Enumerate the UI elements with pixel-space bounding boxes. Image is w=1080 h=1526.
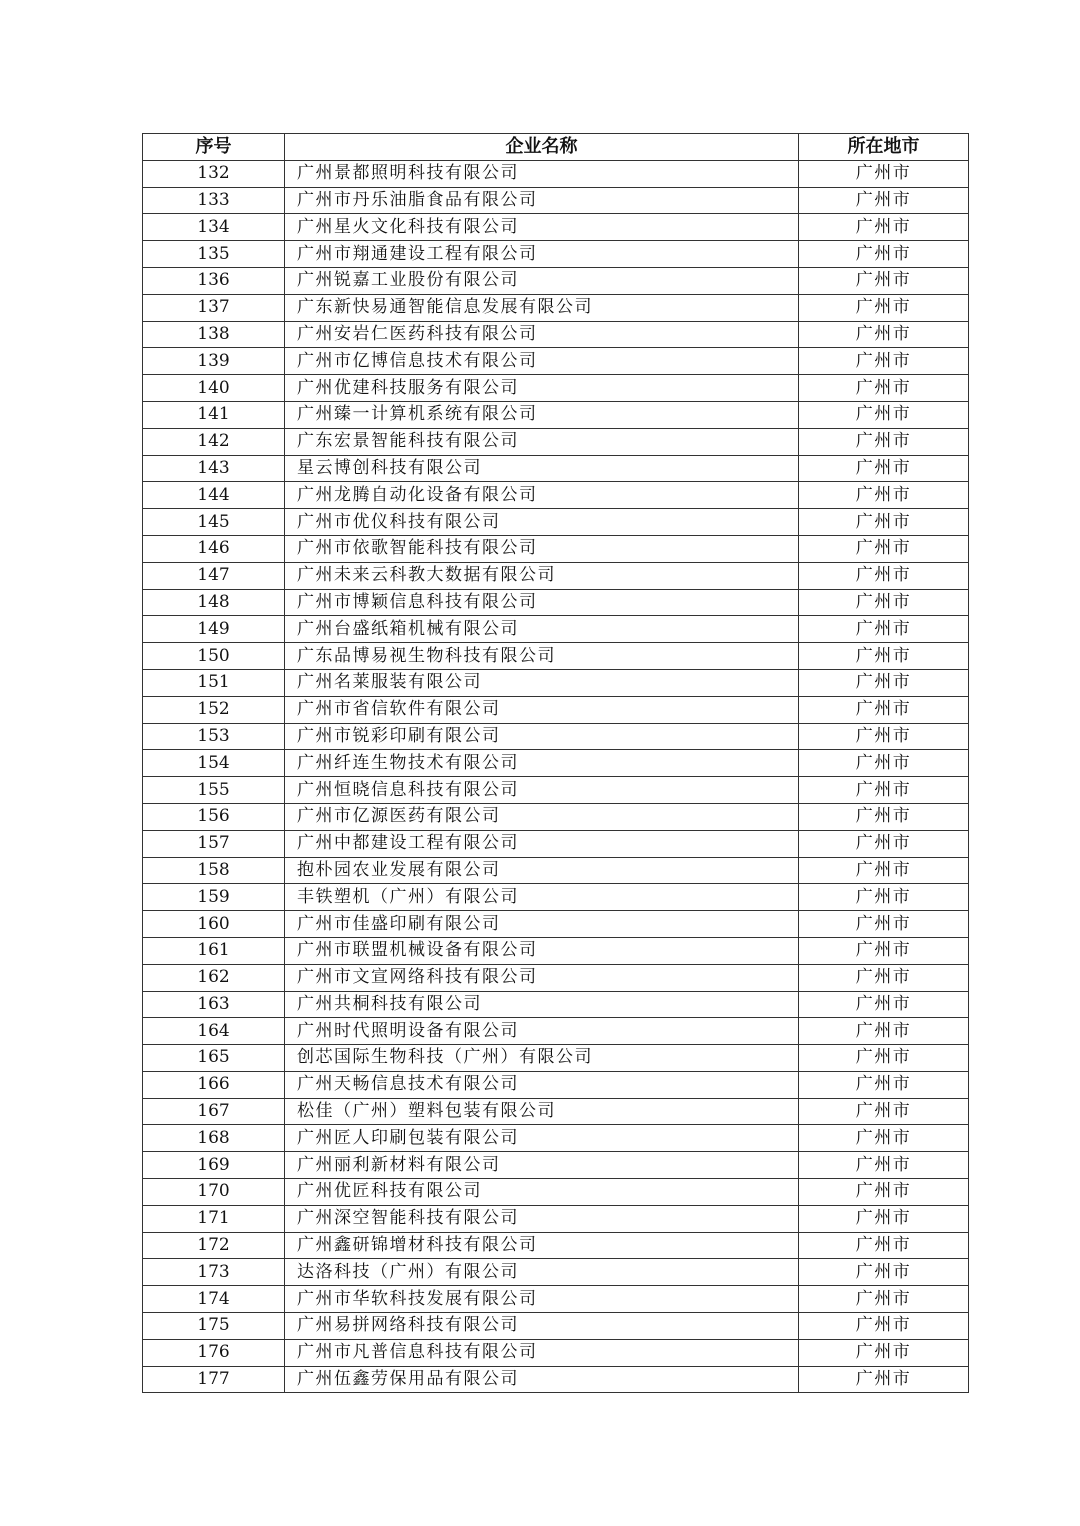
- city-cell: 广州市: [799, 294, 969, 321]
- table-header-row: [143, 134, 969, 161]
- table-row: [143, 348, 969, 375]
- serial-number-cell: 162: [143, 964, 285, 991]
- serial-number-cell: 157: [143, 830, 285, 857]
- table-row: [143, 1339, 969, 1366]
- company-name-cell: 松佳（广州）塑料包装有限公司: [285, 1098, 799, 1125]
- serial-number-cell: 139: [143, 348, 285, 375]
- table-row: [143, 1071, 969, 1098]
- serial-number-cell: 137: [143, 294, 285, 321]
- city-cell: 广州市: [799, 1125, 969, 1152]
- city-cell: 广州市: [799, 348, 969, 375]
- city-cell: 广州市: [799, 428, 969, 455]
- company-name-cell: 广州名莱服装有限公司: [285, 669, 799, 696]
- city-cell: 广州市: [799, 1098, 969, 1125]
- serial-number-cell: 150: [143, 643, 285, 670]
- company-name-cell: 广州臻一计算机系统有限公司: [285, 401, 799, 428]
- serial-number-cell: 168: [143, 1125, 285, 1152]
- table-row: [143, 1152, 969, 1179]
- city-cell: 广州市: [799, 535, 969, 562]
- company-name-cell: 广州市丹乐油脂食品有限公司: [285, 187, 799, 214]
- serial-number-cell: 177: [143, 1366, 285, 1393]
- company-name-cell: 广州时代照明设备有限公司: [285, 1018, 799, 1045]
- serial-number-cell: 176: [143, 1339, 285, 1366]
- city-cell: 广州市: [799, 1045, 969, 1072]
- company-name-cell: 广州市优仪科技有限公司: [285, 509, 799, 536]
- company-name-cell: 广州丽利新材料有限公司: [285, 1152, 799, 1179]
- city-cell: 广州市: [799, 1071, 969, 1098]
- city-cell: 广州市: [799, 1205, 969, 1232]
- table-row: [143, 1045, 969, 1072]
- table-row: [143, 1205, 969, 1232]
- company-name-cell: 广州锐嘉工业股份有限公司: [285, 267, 799, 294]
- city-cell: 广州市: [799, 375, 969, 402]
- city-cell: 广州市: [799, 643, 969, 670]
- header-city: 所在地市: [799, 134, 969, 161]
- company-name-cell: 广州市凡普信息科技有限公司: [285, 1339, 799, 1366]
- city-cell: 广州市: [799, 696, 969, 723]
- company-name-cell: 广州天畅信息技术有限公司: [285, 1071, 799, 1098]
- company-name-cell: 广州未来云科教大数据有限公司: [285, 562, 799, 589]
- serial-number-cell: 149: [143, 616, 285, 643]
- city-cell: 广州市: [799, 1339, 969, 1366]
- table-row: [143, 455, 969, 482]
- city-cell: 广州市: [799, 1152, 969, 1179]
- table-row: [143, 669, 969, 696]
- company-name-cell: 广州鑫研锦增材科技有限公司: [285, 1232, 799, 1259]
- company-name-cell: 丰铁塑机（广州）有限公司: [285, 884, 799, 911]
- table-row: [143, 160, 969, 187]
- city-cell: 广州市: [799, 669, 969, 696]
- serial-number-cell: 167: [143, 1098, 285, 1125]
- table-row: [143, 401, 969, 428]
- serial-number-cell: 164: [143, 1018, 285, 1045]
- table-row: [143, 616, 969, 643]
- serial-number-cell: 161: [143, 937, 285, 964]
- city-cell: 广州市: [799, 509, 969, 536]
- serial-number-cell: 142: [143, 428, 285, 455]
- company-name-cell: 广州龙腾自动化设备有限公司: [285, 482, 799, 509]
- company-name-cell: 广州星火文化科技有限公司: [285, 214, 799, 241]
- city-cell: 广州市: [799, 214, 969, 241]
- table-row: [143, 1286, 969, 1313]
- city-cell: 广州市: [799, 830, 969, 857]
- table-row: [143, 214, 969, 241]
- company-name-cell: 广东品博易视生物科技有限公司: [285, 643, 799, 670]
- table-row: [143, 723, 969, 750]
- table-row: [143, 187, 969, 214]
- city-cell: 广州市: [799, 1232, 969, 1259]
- company-name-cell: 广州市文宣网络科技有限公司: [285, 964, 799, 991]
- city-cell: 广州市: [799, 482, 969, 509]
- table-row: [143, 1125, 969, 1152]
- serial-number-cell: 151: [143, 669, 285, 696]
- company-name-cell: 广州安岩仁医药科技有限公司: [285, 321, 799, 348]
- serial-number-cell: 160: [143, 911, 285, 938]
- serial-number-cell: 159: [143, 884, 285, 911]
- serial-number-cell: 155: [143, 777, 285, 804]
- table-row: [143, 509, 969, 536]
- company-name-cell: 广州市亿博信息技术有限公司: [285, 348, 799, 375]
- serial-number-cell: 166: [143, 1071, 285, 1098]
- serial-number-cell: 174: [143, 1286, 285, 1313]
- serial-number-cell: 138: [143, 321, 285, 348]
- table-row: [143, 1232, 969, 1259]
- city-cell: 广州市: [799, 187, 969, 214]
- table-row: [143, 777, 969, 804]
- serial-number-cell: 170: [143, 1179, 285, 1206]
- serial-number-cell: 172: [143, 1232, 285, 1259]
- city-cell: 广州市: [799, 777, 969, 804]
- table-row: [143, 991, 969, 1018]
- company-name-cell: 广州共桐科技有限公司: [285, 991, 799, 1018]
- table-row: [143, 294, 969, 321]
- table-row: [143, 1366, 969, 1393]
- city-cell: 广州市: [799, 562, 969, 589]
- table-body: [143, 160, 969, 1393]
- serial-number-cell: 147: [143, 562, 285, 589]
- company-name-cell: 广州市亿源医药有限公司: [285, 803, 799, 830]
- serial-number-cell: 154: [143, 750, 285, 777]
- serial-number-cell: 132: [143, 160, 285, 187]
- serial-number-cell: 165: [143, 1045, 285, 1072]
- company-name-cell: 广州台盛纸箱机械有限公司: [285, 616, 799, 643]
- company-name-cell: 广州市华软科技发展有限公司: [285, 1286, 799, 1313]
- company-name-cell: 广州纤连生物技术有限公司: [285, 750, 799, 777]
- serial-number-cell: 146: [143, 535, 285, 562]
- company-name-cell: 广州易拼网络科技有限公司: [285, 1313, 799, 1340]
- serial-number-cell: 143: [143, 455, 285, 482]
- table-row: [143, 1179, 969, 1206]
- city-cell: 广州市: [799, 455, 969, 482]
- table-row: [143, 267, 969, 294]
- table-row: [143, 562, 969, 589]
- company-name-cell: 广州市联盟机械设备有限公司: [285, 937, 799, 964]
- city-cell: 广州市: [799, 1179, 969, 1206]
- table-row: [143, 1259, 969, 1286]
- table-row: [143, 964, 969, 991]
- serial-number-cell: 140: [143, 375, 285, 402]
- city-cell: 广州市: [799, 616, 969, 643]
- city-cell: 广州市: [799, 401, 969, 428]
- table-row: [143, 375, 969, 402]
- table-row: [143, 1098, 969, 1125]
- company-name-cell: 广东宏景智能科技有限公司: [285, 428, 799, 455]
- city-cell: 广州市: [799, 884, 969, 911]
- header-serial-number: 序号: [143, 134, 285, 161]
- company-name-cell: 广州市锐彩印刷有限公司: [285, 723, 799, 750]
- company-name-cell: 广州市依歌智能科技有限公司: [285, 535, 799, 562]
- city-cell: 广州市: [799, 321, 969, 348]
- table-row: [143, 1313, 969, 1340]
- serial-number-cell: 144: [143, 482, 285, 509]
- company-name-cell: 广州匠人印刷包装有限公司: [285, 1125, 799, 1152]
- header-company-name: 企业名称: [285, 134, 799, 161]
- serial-number-cell: 136: [143, 267, 285, 294]
- city-cell: 广州市: [799, 1259, 969, 1286]
- company-name-cell: 广州市翔通建设工程有限公司: [285, 241, 799, 268]
- serial-number-cell: 156: [143, 803, 285, 830]
- city-cell: 广州市: [799, 911, 969, 938]
- city-cell: 广州市: [799, 1018, 969, 1045]
- city-cell: 广州市: [799, 241, 969, 268]
- city-cell: 广州市: [799, 964, 969, 991]
- company-name-cell: 广州深空智能科技有限公司: [285, 1205, 799, 1232]
- serial-number-cell: 135: [143, 241, 285, 268]
- table-row: [143, 750, 969, 777]
- serial-number-cell: 163: [143, 991, 285, 1018]
- city-cell: 广州市: [799, 160, 969, 187]
- company-name-cell: 广州市博颖信息科技有限公司: [285, 589, 799, 616]
- city-cell: 广州市: [799, 723, 969, 750]
- company-name-cell: 抱朴园农业发展有限公司: [285, 857, 799, 884]
- city-cell: 广州市: [799, 857, 969, 884]
- company-name-cell: 广州伍鑫劳保用品有限公司: [285, 1366, 799, 1393]
- city-cell: 广州市: [799, 750, 969, 777]
- serial-number-cell: 148: [143, 589, 285, 616]
- table-row: [143, 428, 969, 455]
- table-row: [143, 803, 969, 830]
- table-row: [143, 911, 969, 938]
- city-cell: 广州市: [799, 937, 969, 964]
- table-row: [143, 321, 969, 348]
- table-row: [143, 643, 969, 670]
- company-name-cell: 广州恒晓信息科技有限公司: [285, 777, 799, 804]
- city-cell: 广州市: [799, 589, 969, 616]
- serial-number-cell: 158: [143, 857, 285, 884]
- serial-number-cell: 173: [143, 1259, 285, 1286]
- table-row: [143, 830, 969, 857]
- company-name-cell: 广州中都建设工程有限公司: [285, 830, 799, 857]
- city-cell: 广州市: [799, 1286, 969, 1313]
- city-cell: 广州市: [799, 267, 969, 294]
- table-row: [143, 696, 969, 723]
- serial-number-cell: 171: [143, 1205, 285, 1232]
- serial-number-cell: 134: [143, 214, 285, 241]
- company-name-cell: 广州市省信软件有限公司: [285, 696, 799, 723]
- enterprise-table: [142, 133, 969, 1393]
- serial-number-cell: 141: [143, 401, 285, 428]
- company-name-cell: 星云博创科技有限公司: [285, 455, 799, 482]
- company-name-cell: 广州优匠科技有限公司: [285, 1179, 799, 1206]
- city-cell: 广州市: [799, 1313, 969, 1340]
- company-name-cell: 广东新快易通智能信息发展有限公司: [285, 294, 799, 321]
- table-row: [143, 857, 969, 884]
- table-row: [143, 937, 969, 964]
- serial-number-cell: 152: [143, 696, 285, 723]
- table-row: [143, 482, 969, 509]
- serial-number-cell: 133: [143, 187, 285, 214]
- table-row: [143, 589, 969, 616]
- table-row: [143, 535, 969, 562]
- company-name-cell: 广州优建科技服务有限公司: [285, 375, 799, 402]
- serial-number-cell: 169: [143, 1152, 285, 1179]
- serial-number-cell: 145: [143, 509, 285, 536]
- company-name-cell: 创芯国际生物科技（广州）有限公司: [285, 1045, 799, 1072]
- company-name-cell: 达洛科技（广州）有限公司: [285, 1259, 799, 1286]
- city-cell: 广州市: [799, 1366, 969, 1393]
- city-cell: 广州市: [799, 991, 969, 1018]
- company-name-cell: 广州景都照明科技有限公司: [285, 160, 799, 187]
- serial-number-cell: 153: [143, 723, 285, 750]
- city-cell: 广州市: [799, 803, 969, 830]
- table-row: [143, 1018, 969, 1045]
- company-name-cell: 广州市佳盛印刷有限公司: [285, 911, 799, 938]
- serial-number-cell: 175: [143, 1313, 285, 1340]
- table-row: [143, 241, 969, 268]
- table-row: [143, 884, 969, 911]
